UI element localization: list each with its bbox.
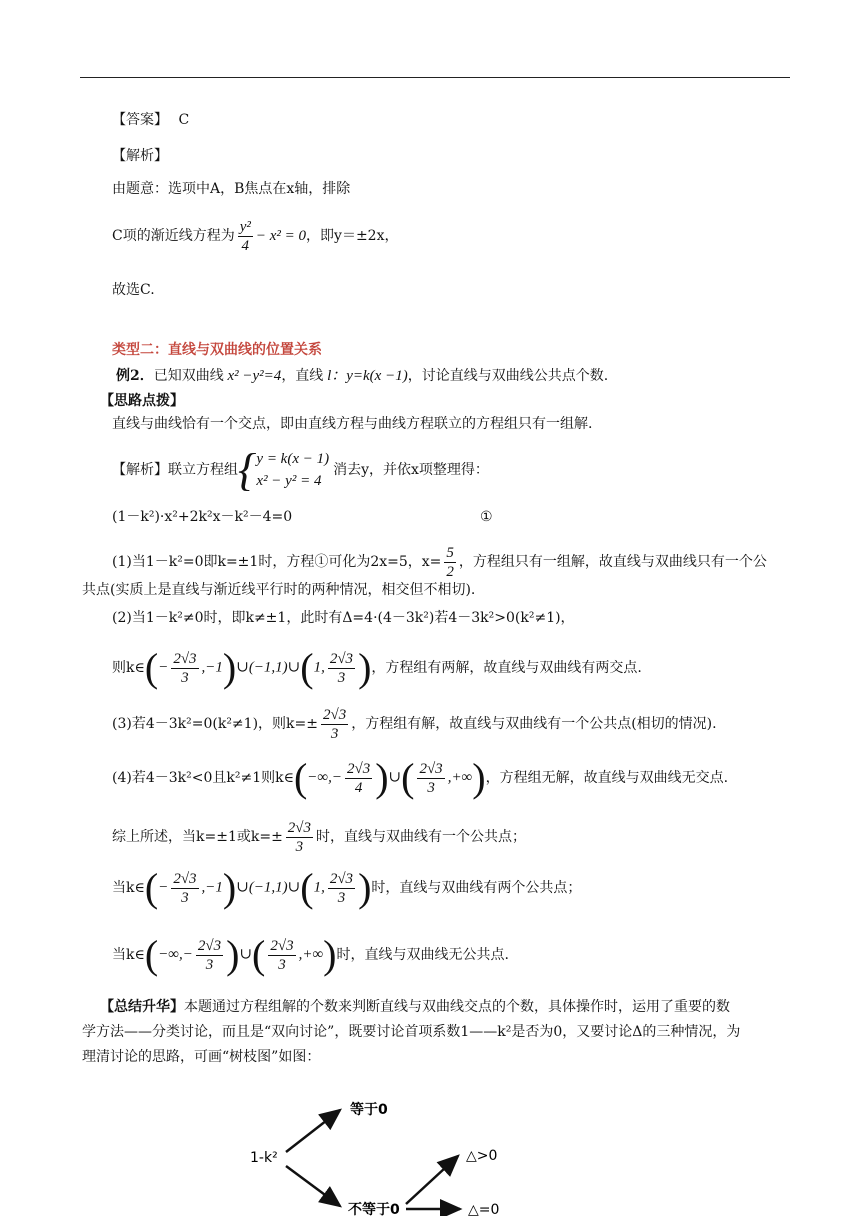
answer-line [112,110,189,130]
tree-leaf-gt: △>0 [466,1148,498,1164]
analysis-line-2: C项的渐近线方程为 $\frac{\text{y²}}{4}$ − x² = 0，即y＝±2x， [112,219,399,254]
tree-branch-zero: 等于0 [350,1102,388,1118]
conclusion-1: 【总结升华】本题通过方程组解的个数来判断直线与双曲线交点的个数，具体操作时，运用了重要的数 [100,999,730,1015]
case-2: (2)当1－k²≠0时，即k≠±1，此时有Δ=4·(4－3k²)若4－3k²>0(k²≠1)， [112,610,575,626]
summary-3: 当k∈ (−∞,− $\frac{2√3}{3}$ )∪( $\frac{2√3}{3}$ ,+∞) 时，直线与双曲线无公共点. [112,932,509,977]
equation-system: { y = k(x − 1) x² − y² = 4 [238,444,330,495]
case-2-interval: 则k∈ (− $\frac{2√3}{3}$ ,−1)∪(−1,1)∪(1, $\frac{2√3}{3}$ ) ，方程组有两解，故直线与双曲线有两交点. [112,645,642,690]
interval-two-intersections: (− $\frac{2√3}{3}$ ,−1)∪(−1,1)∪(1, $\frac{2√3}{3}$ ) [144,645,372,690]
arrow-to-nonzero [286,1166,340,1206]
tree-branch-nonzero: 不等于0 [348,1202,400,1216]
summary-2: 当k∈ (− $\frac{2√3}{3}$ ,−1)∪(−1,1)∪(1, $\frac{2√3}{3}$ ) 时，直线与双曲线有两个公共点； [112,865,582,910]
interval-no-intersection: (−∞,− $\frac{2√3}{4}$ )∪( $\frac{2√3}{3}$ ,+∞) [293,755,486,800]
header-rule [80,77,790,78]
example-2: 例2．已知双曲线 x² −y²=4，直线 l：y=k(x −1)，讨论直线与双曲线公共点个数. [116,368,609,384]
analysis-line-3: 故选C. [112,282,155,298]
summary-1: 综上所述，当k=±1或k=± $\frac{2√3}{3}$ 时，直线与双曲线有一个公共点； [112,819,527,855]
hint-text: 直线与曲线恰有一个交点，即由直线方程与曲线方程联立的方程组只有一组解. [112,416,593,432]
case-3: (3)若4－3k²=0(k²≠1)，则k=± $\frac{2√3}{3}$ ，方程组有解，故直线与双曲线有一个公共点(相切的情况). [112,706,717,742]
hyperbola-equation: x² −y²=4 [223,368,282,384]
tree-root: 1-k² [250,1150,278,1166]
analysis-label: 【解析】 [112,148,168,164]
conclusion-3: 理清讨论的思路，可画“树枝图”如图： [82,1049,321,1065]
arrow-to-gt [406,1156,458,1204]
arrow-to-zero [286,1110,340,1152]
tree-diagram [240,1092,540,1216]
conclusion-2: 学方法——分类讨论，而且是“双向讨论”，既要讨论首项系数1——k²是否为0，又要讨论Δ的三种情况，为 [82,1024,741,1040]
answer-value: C [178,112,190,128]
equation-1: (1－k²)·x²+2k²x－k²－4=0 ① [112,509,493,525]
tree-leaf-eq: △=0 [468,1202,500,1216]
line-equation: l：y=k(x −1) [323,368,408,384]
case-1-cont: 共点(实质上是直线与渐近线平行时的两种情况，相交但不相切). [82,582,476,598]
case-4: (4)若4－3k²<0且k²≠1则k∈ (−∞,− $\frac{2√3}{4}$ )∪( $\frac{2√3}{3}$ ,+∞) ，方程组无解，故直线与双曲线无交点. [112,755,729,800]
analysis-line-1: 由题意：选项中A，B焦点在x轴，排除 [112,181,351,197]
answer-label: 【答案】 [112,112,168,128]
asymptote-formula: $\frac{\text{y²}}{4}$ − x² = 0 [239,219,307,254]
case-1: (1)当1－k²=0即k=±1时，方程①可化为2x=5，x= $\frac{5}{2}$ ，方程组只有一组解，故直线与双曲线只有一个公 [112,544,767,580]
hint-label: 【思路点拨】 [100,393,184,409]
section-title: 类型二：直线与双曲线的位置关系 [112,342,322,358]
solution-line: 【解析】 联立方程组 { y = k(x − 1) x² − y² = 4 消去y，并依x项整理得： [112,444,489,495]
